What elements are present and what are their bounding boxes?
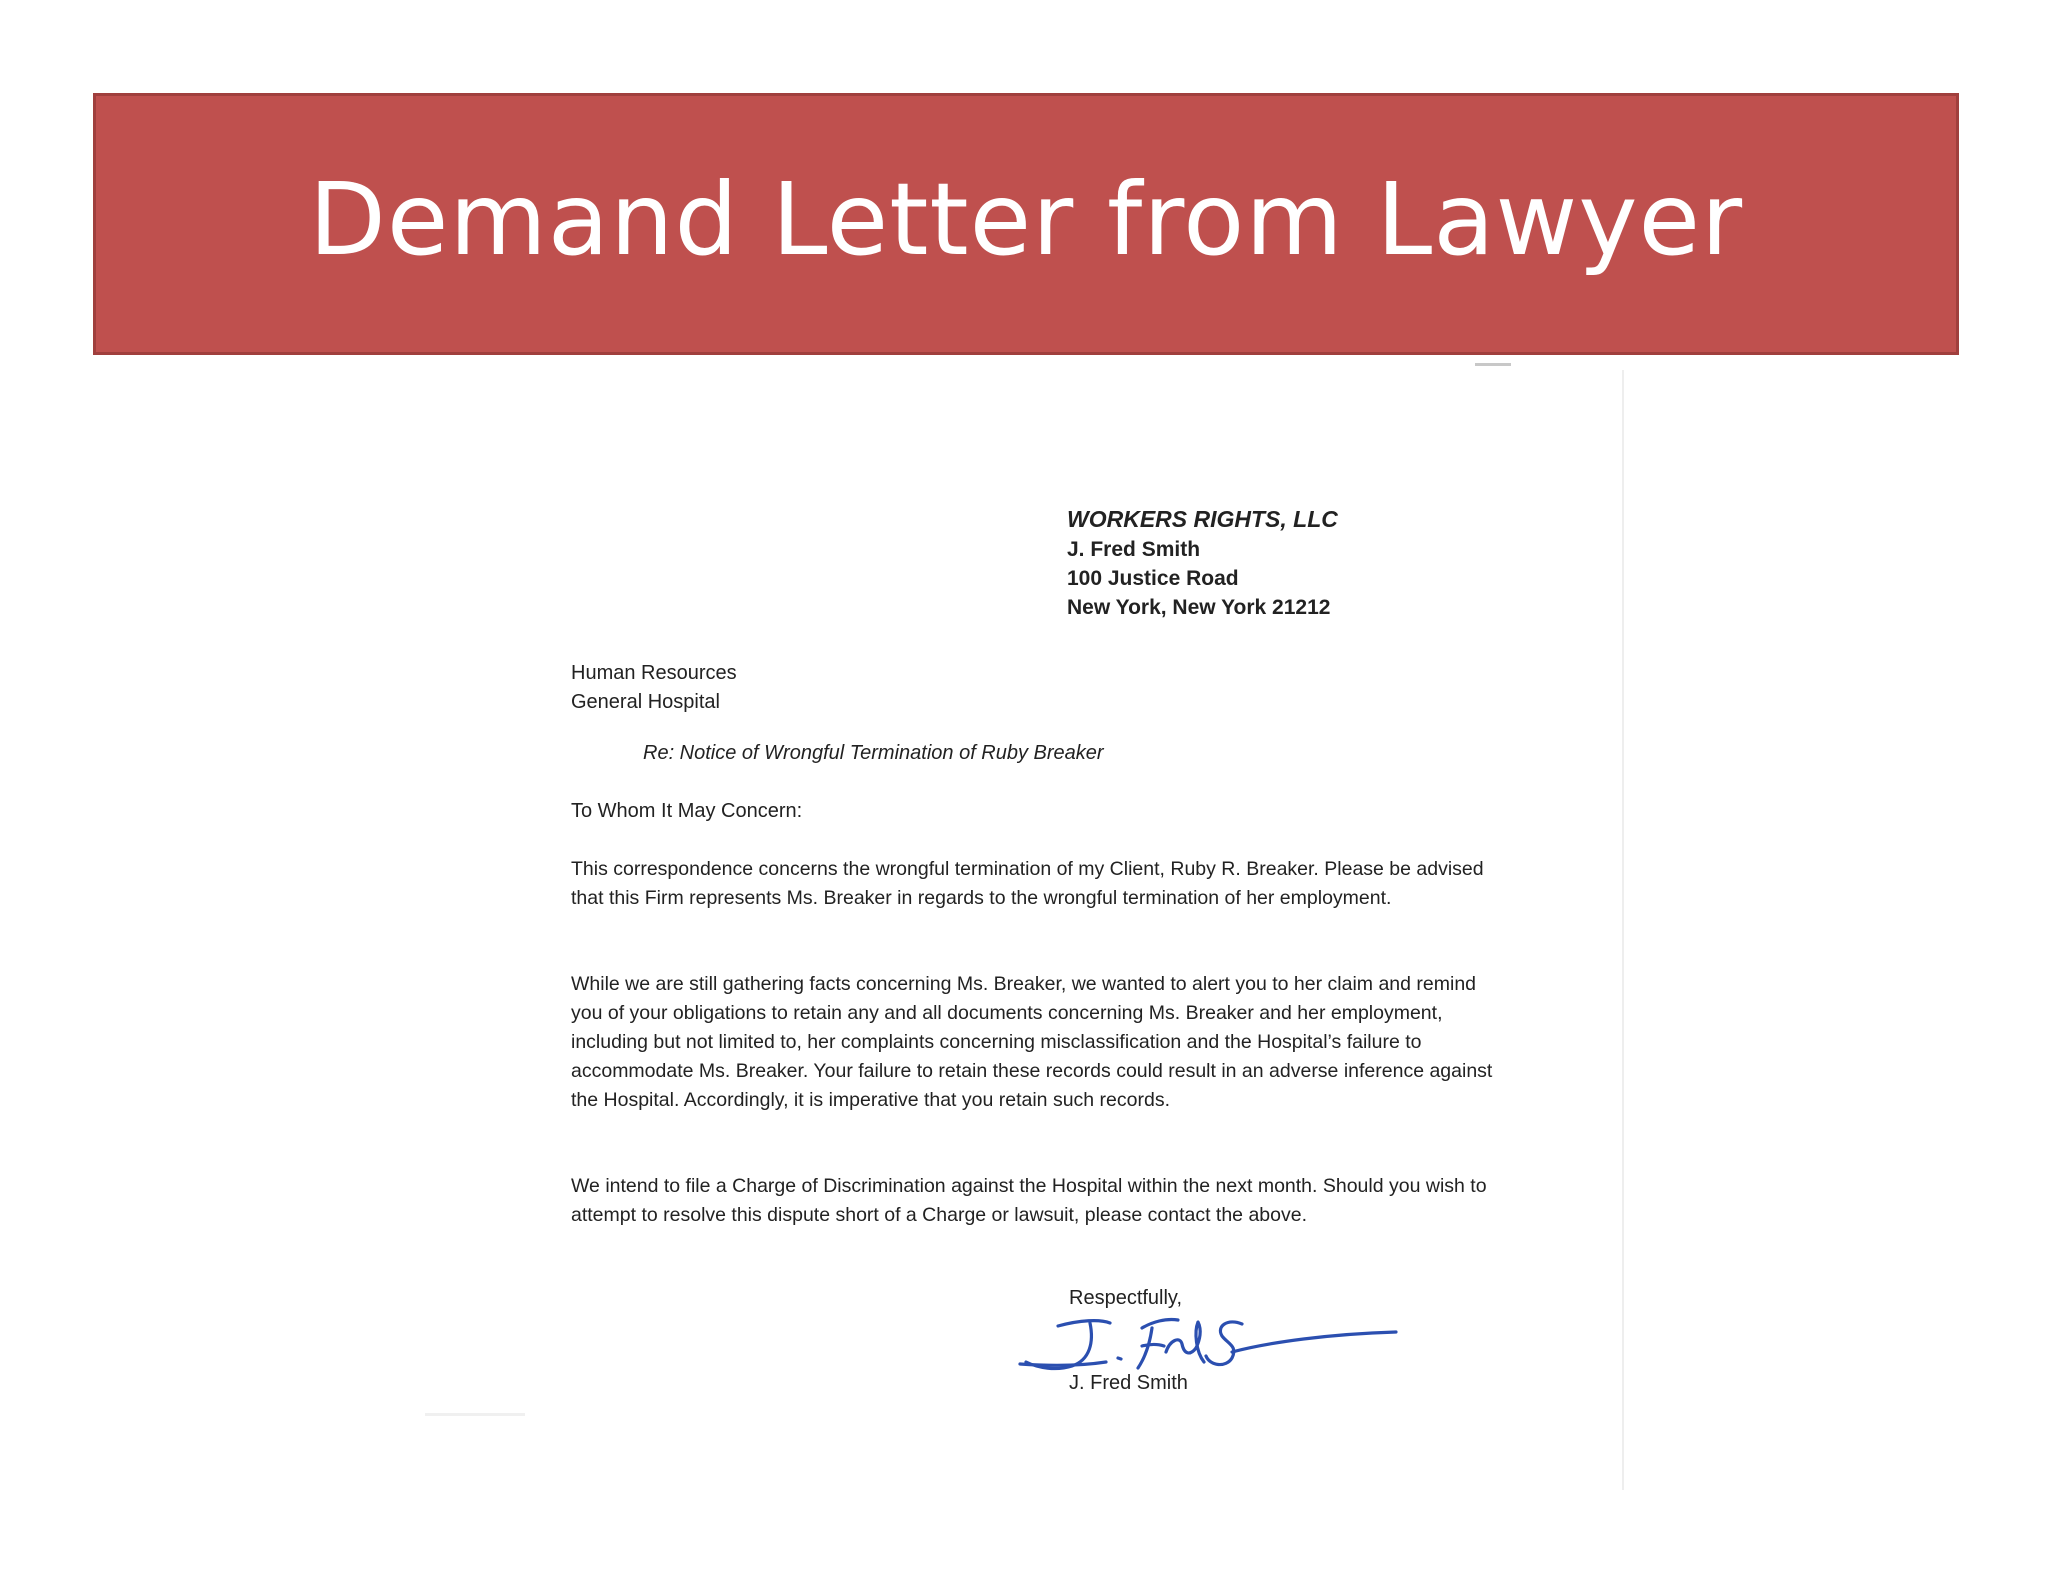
closing: Respectfully, — [1069, 1287, 1183, 1309]
slide-title: Demand Letter from Lawyer — [308, 160, 1744, 278]
firm-name: WORKERS RIGHTS, LLC — [1067, 506, 1338, 532]
firm-street: 100 Justice Road — [1067, 567, 1239, 590]
letterhead — [1067, 505, 1338, 622]
recipient-address — [571, 659, 737, 717]
subject-line: Re: Notice of Wrongful Termination of Ruby Breaker — [643, 742, 1104, 764]
handwritten-signature — [1010, 1292, 1400, 1384]
body-paragraph-3: We intend to file a Charge of Discrimination against the Hospital within the next month. Should you wish to attempt to resolve this dispute short of a Charge or lawsuit, please contact the above. — [571, 1175, 1487, 1226]
firm-city: New York, New York 21212 — [1067, 596, 1331, 619]
body-paragraph-1: This correspondence concerns the wrongful termination of my Client, Ruby R. Breaker. Please be advised that this Firm represents Ms. Breaker in regards to the wrongful termination of her employment. — [571, 858, 1484, 909]
recipient-organization: General Hospital — [571, 691, 720, 713]
attorney-name: J. Fred Smith — [1067, 538, 1201, 561]
body-paragraph-2: While we are still gathering facts concerning Ms. Breaker, we wanted to alert you to her claim and remind you of your obligations to retain any and all documents concerning Ms. Breaker and her employment, including but not limited to, her complaints concerning misclassification and the Hospital’s failure to accommodate Ms. Breaker. Your failure to retain these records could result in an adverse inference against the Hospital. Accordingly, it is imperative that you retain such records. — [571, 973, 1493, 1111]
recipient-department: Human Resources — [571, 662, 737, 684]
signer-name: J. Fred Smith — [1069, 1372, 1188, 1394]
salutation: To Whom It May Concern: — [571, 800, 803, 822]
